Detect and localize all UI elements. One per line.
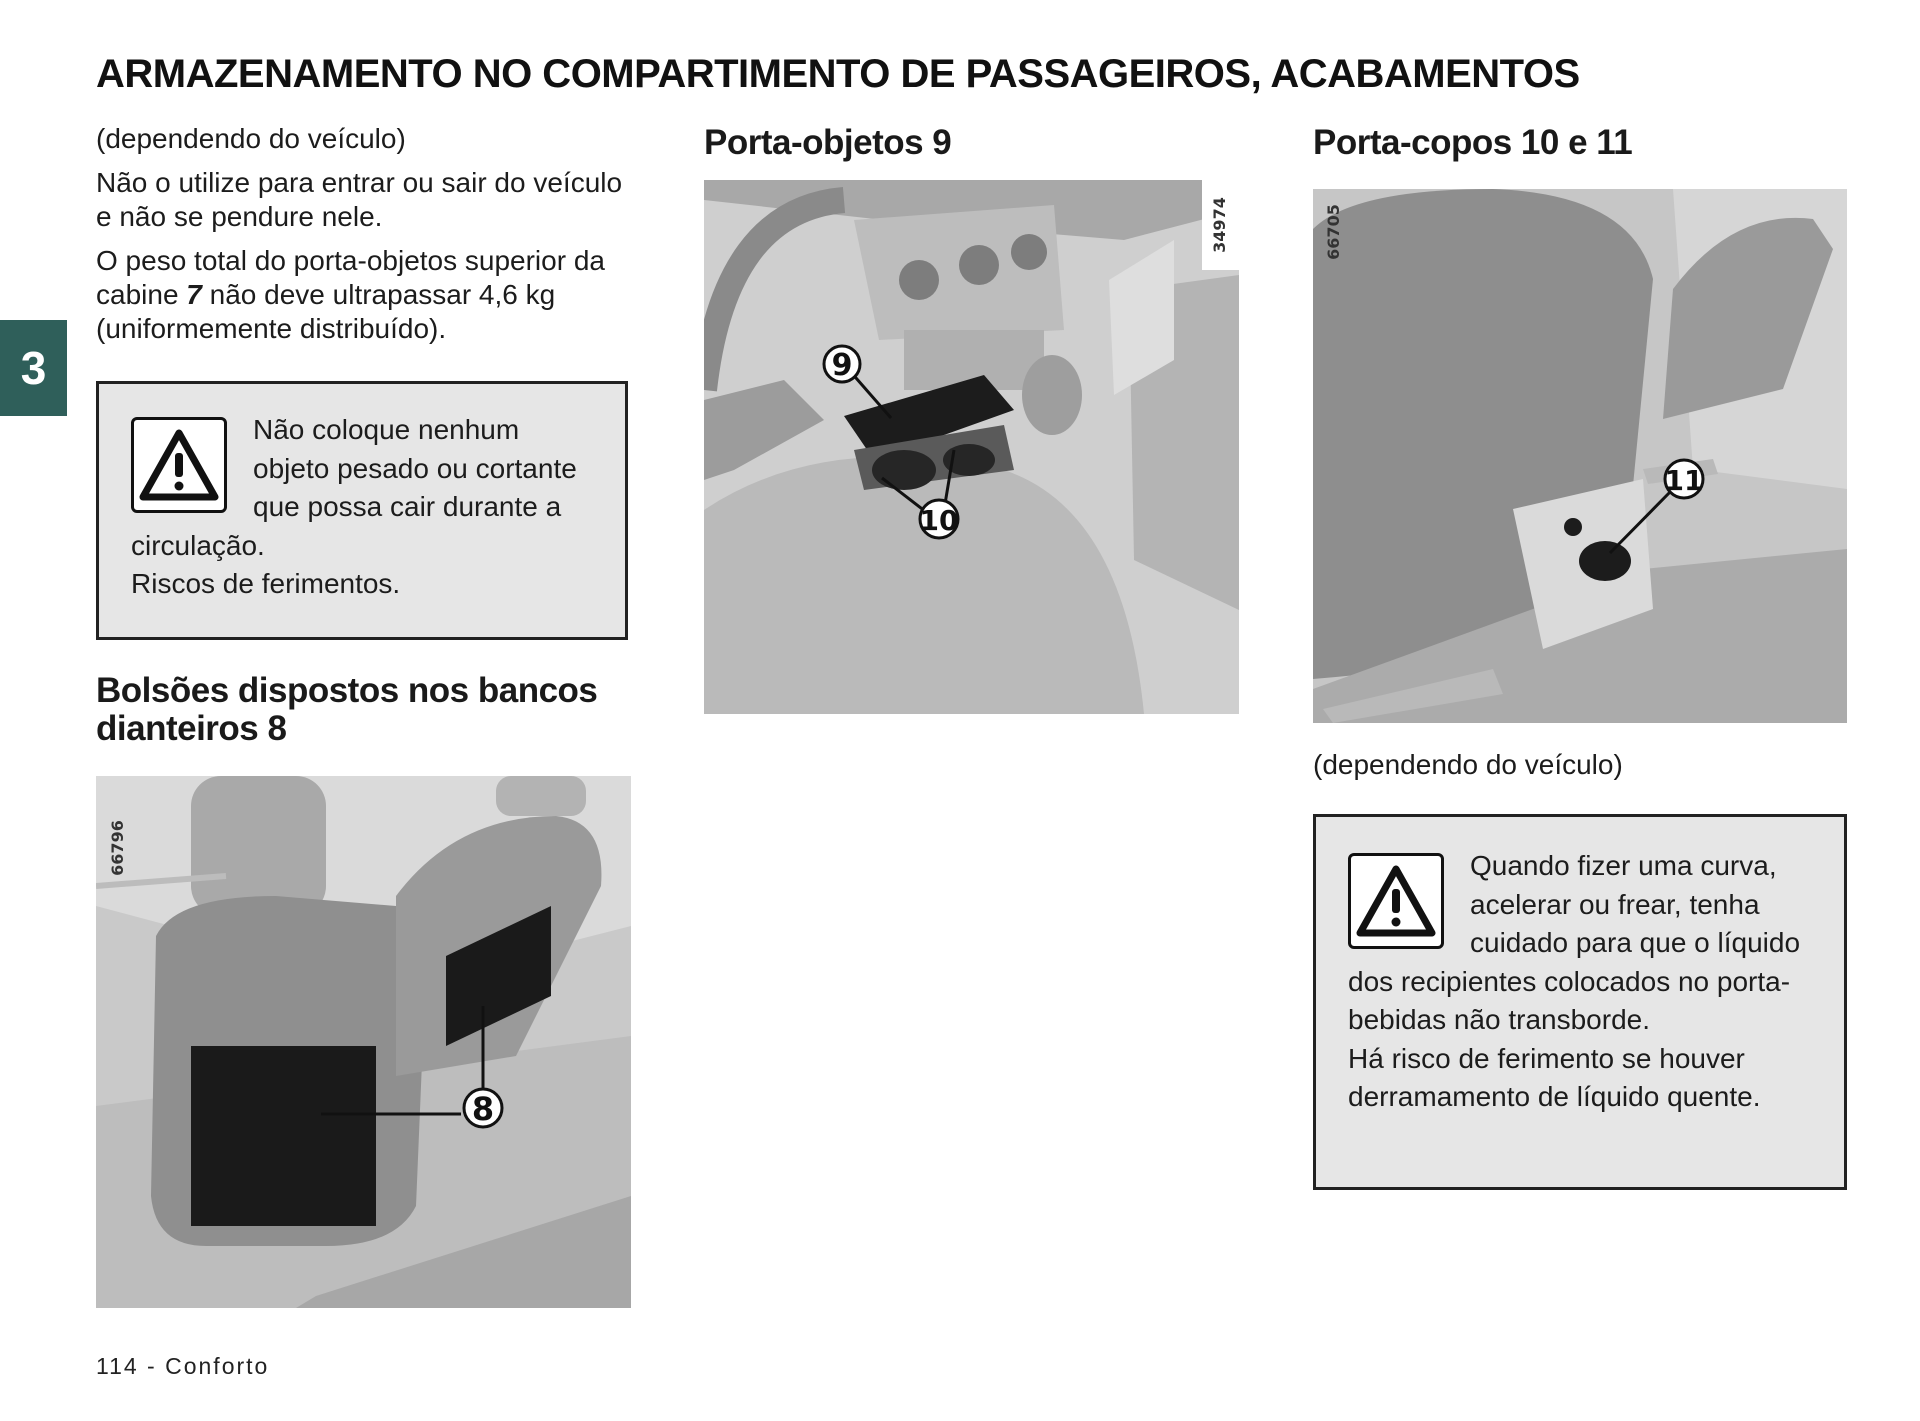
warning-box-heavy-objects	[96, 381, 628, 640]
warning-risk-text: Há risco de ferimento se houver derramamento de líquido quente.	[1348, 1042, 1761, 1112]
warning-text: Quando fizer uma curva, acelerar ou frear, tenha cuidado para que o líquido dos recipientes colocados no porta-bebidas não transborde.	[1348, 850, 1801, 1035]
figure-reference-code: 66705	[1324, 204, 1343, 260]
warning-text: Não coloque nenhum objeto pesado ou cortante que possa cair durante a circulação.	[131, 414, 577, 561]
page-footer: 114 - Conforto	[96, 1353, 270, 1379]
weight-paragraph	[96, 244, 626, 346]
usage-paragraph: Não o utilize para entrar ou sair do veículo e não se pendure nele.	[96, 167, 623, 232]
figure-reference-code: 66796	[108, 820, 127, 876]
warning-box-hot-liquid	[1313, 814, 1847, 1190]
figure-callout-9: 9	[831, 348, 853, 383]
warning-triangle-icon	[1348, 853, 1444, 949]
figure-reference-code: 34974	[1210, 197, 1229, 253]
dependency-note: (dependendo do veículo)	[96, 123, 406, 154]
figure-callout-8: 8	[471, 1090, 495, 1128]
weight-text-start: O peso total do porta-objetos superior da cabine	[96, 245, 605, 310]
section-heading-cup-holders: Porta-copos 10 e 11	[1313, 123, 1633, 162]
warning-triangle-icon	[131, 417, 227, 513]
page-title: ARMAZENAMENTO NO COMPARTIMENTO DE PASSAGEIROS, ACABAMENTOS	[96, 52, 1580, 96]
dependency-note-right: (dependendo do veículo)	[1313, 749, 1623, 780]
section-heading-seat-pockets: Bolsões dispostos nos bancos dianteiros 8	[96, 671, 598, 748]
chapter-number: 3	[20, 342, 47, 394]
section-heading-storage: Porta-objetos 9	[704, 123, 952, 162]
weight-text-end: não deve ultrapassar 4,6 kg (uniformemente distribuído).	[96, 279, 556, 344]
warning-risk-text: Riscos de ferimentos.	[131, 568, 401, 599]
figure-callout-11: 11	[1664, 464, 1704, 497]
figure-callout-10: 10	[919, 504, 959, 537]
chapter-tab	[0, 320, 67, 416]
figure-storage-compartment	[704, 180, 1239, 714]
figure-cup-holders	[1313, 189, 1847, 723]
left-column	[96, 122, 636, 346]
reference-number-7: 7	[186, 279, 202, 310]
figure-seat-pockets	[96, 776, 631, 1308]
